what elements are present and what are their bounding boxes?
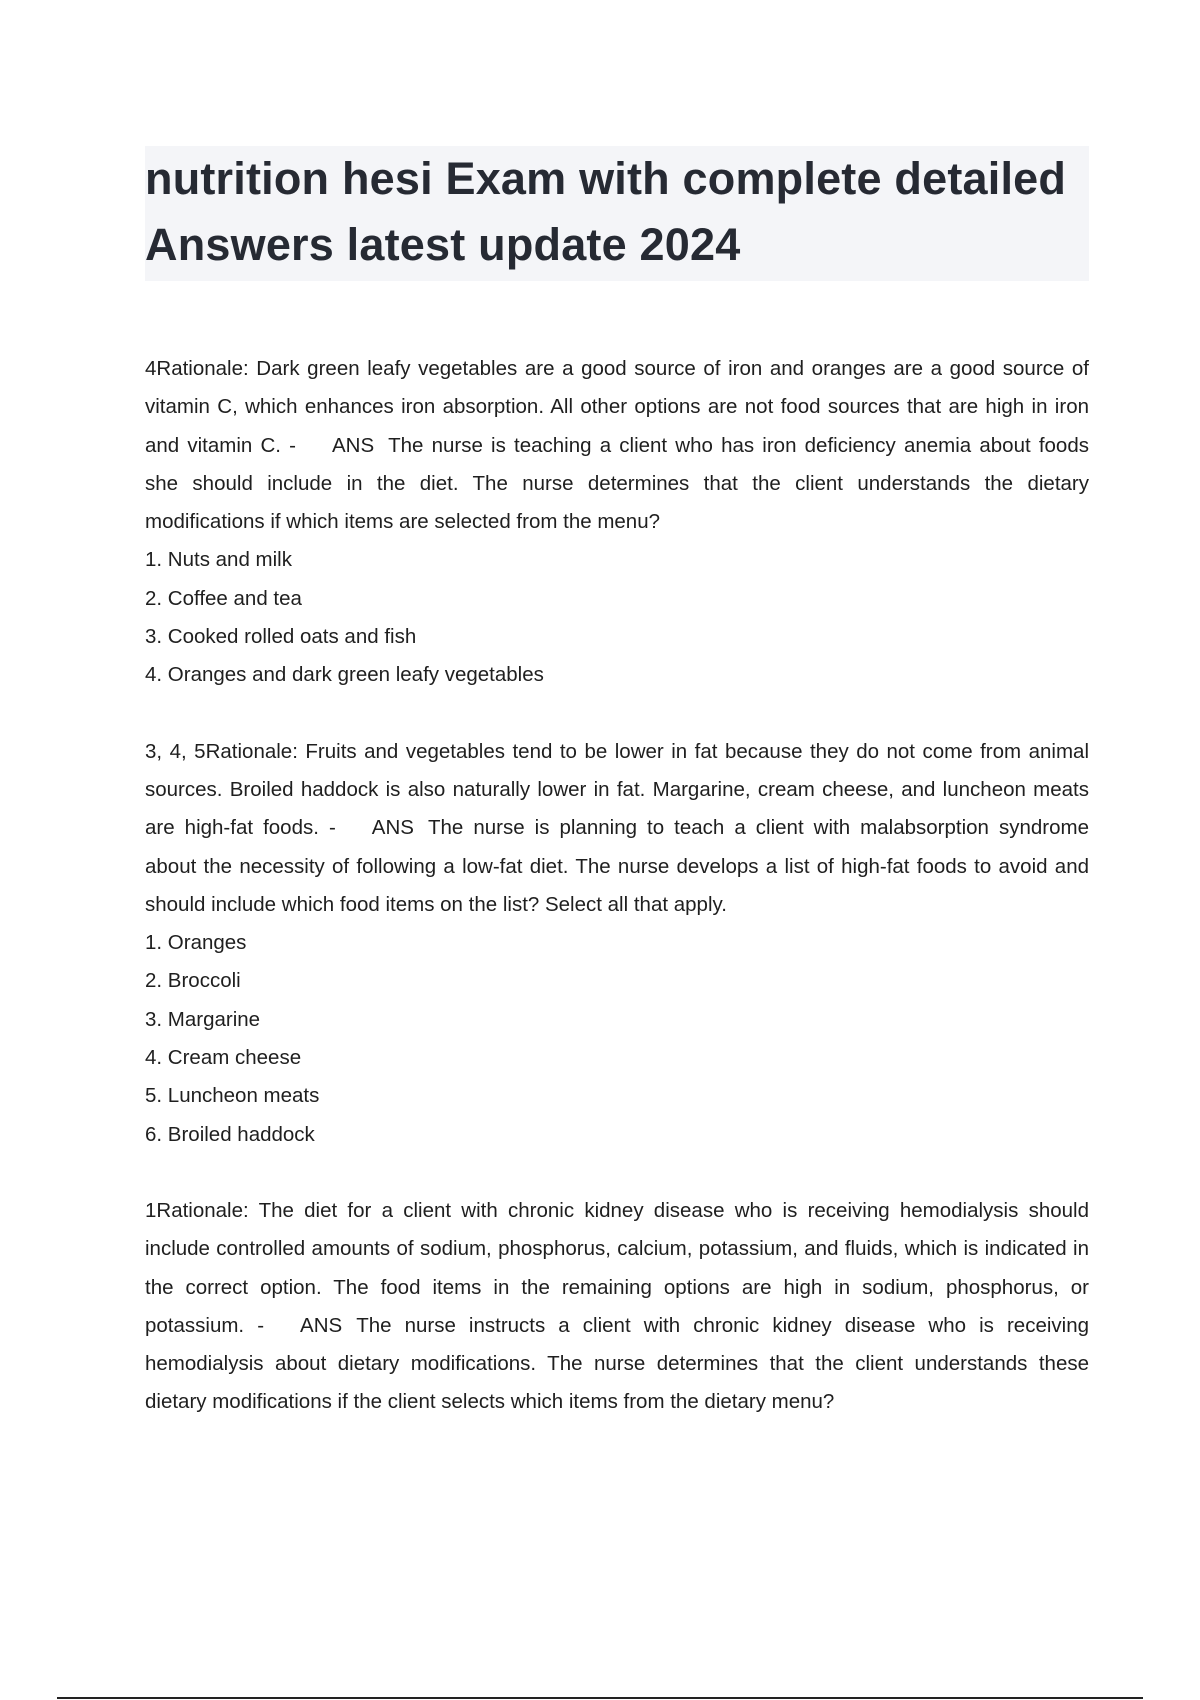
question-paragraph: [145, 1192, 1089, 1422]
document-body: [145, 350, 1089, 1460]
option-item: 3. Margarine: [145, 1007, 261, 1031]
question-block: [145, 733, 1089, 1154]
option-list: [145, 541, 1089, 694]
footer-divider: [57, 1697, 1143, 1699]
option-item: 6. Broiled haddock: [145, 1122, 315, 1146]
page-title: nutrition hesi Exam with complete detailed Answers latest update 2024: [145, 153, 1067, 270]
question-paragraph: [145, 733, 1089, 924]
rationale-text: 4Rationale: Dark green leafy vegetables are a good source of iron and oranges are a good source of vitamin C, which enhances iron absorption. All other options are not food sources that are high in iron and vitamin C. -: [145, 357, 1089, 457]
option-item: 1. Nuts and milk: [145, 548, 292, 572]
question-block: [145, 350, 1089, 695]
ans-label: ANS: [371, 816, 414, 840]
option-item: 4. Cream cheese: [145, 1046, 302, 1070]
rationale-text: 3, 4, 5Rationale: Fruits and vegetables tend to be lower in fat because they do not come from animal sources. Broiled haddock is also naturally lower in fat. Margarine, cream cheese, and luncheon meats are high-fat foods. -: [145, 739, 1089, 840]
question-paragraph: [145, 350, 1089, 541]
option-item: 2. Broccoli: [145, 969, 241, 993]
question-text: The nurse instructs a client with chronic kidney disease who is receiving hemodialysis about dietary modifications. The nurse determines that the client understands these dietary modifications if the client selects which items from the dietary menu?: [145, 1313, 1090, 1414]
title-banner: [145, 146, 1089, 281]
option-item: 1. Oranges: [145, 931, 247, 955]
question-text: The nurse is planning to teach a client with malabsorption syndrome about the necessity of following a low-fat diet. The nurse develops a list of high-fat foods to avoid and should include which food items on the list? Select all that apply.: [145, 816, 1089, 916]
option-item: 3. Cooked rolled oats and fish: [145, 625, 417, 649]
option-item: 5. Luncheon meats: [145, 1084, 320, 1108]
question-block: [145, 1192, 1089, 1422]
option-list: [145, 924, 1089, 1154]
ans-label: ANS: [300, 1313, 343, 1337]
option-item: 4. Oranges and dark green leafy vegetables: [145, 663, 544, 687]
rationale-text: 1Rationale: The diet for a client with chronic kidney disease who is receiving hemodialysis should include controlled amounts of sodium, phosphorus, calcium, potassium, and fluids, which is indicated in the correct option. The food items in the remaining options are high in sodium, phosphorus, or potassium. -: [145, 1198, 1089, 1337]
question-text: The nurse is teaching a client who has iron deficiency anemia about foods she should include in the diet. The nurse determines that the client understands the dietary modifications if which items are selected from the menu?: [145, 433, 1089, 534]
option-item: 2. Coffee and tea: [145, 586, 302, 610]
ans-label: ANS: [331, 433, 375, 457]
